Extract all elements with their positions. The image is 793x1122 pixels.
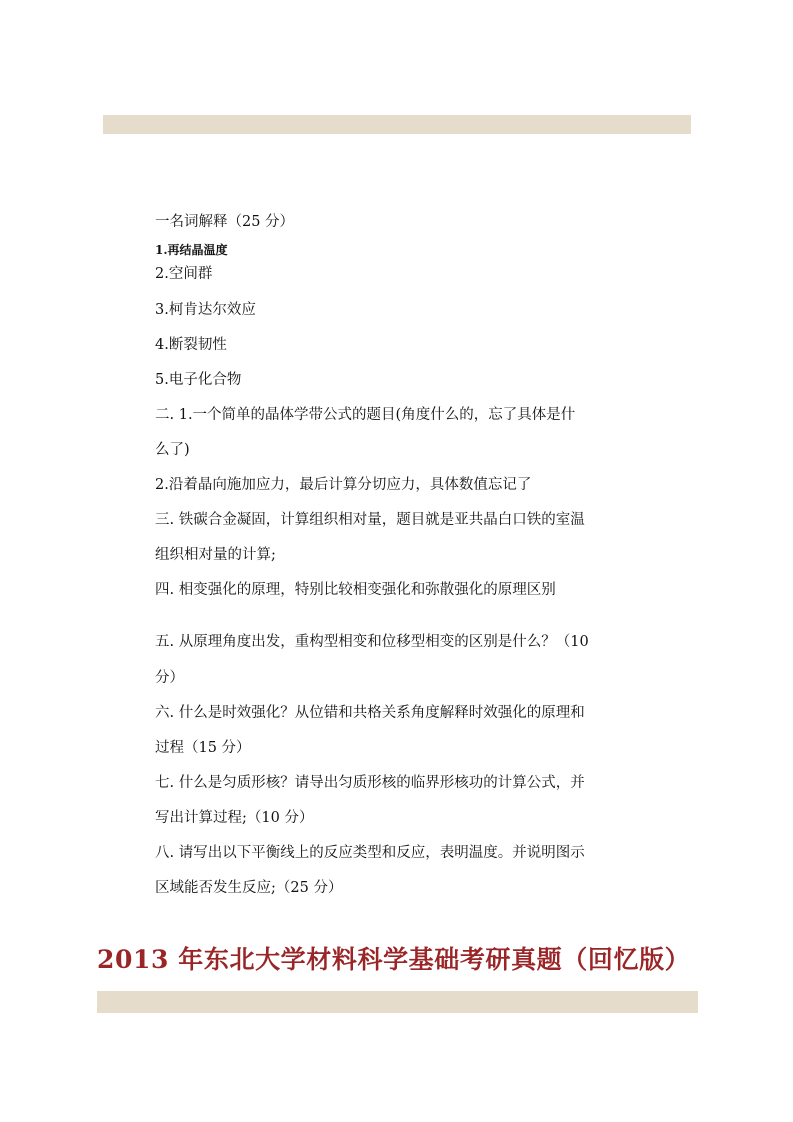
- question-5-line-2: 分）: [155, 670, 184, 686]
- question-6-line-2: 过程（15 分）: [155, 740, 251, 756]
- question-7-line-2: 写出计算过程;（10 分）: [155, 810, 314, 826]
- term-4: 4.断裂韧性: [155, 337, 227, 353]
- question-2-line-2: 么了): [155, 442, 190, 458]
- question-2-line-1: 二. 1.一个简单的晶体学带公式的题目(角度什么的，忘了具体是什: [155, 407, 576, 423]
- term-5: 5.电子化合物: [155, 372, 242, 388]
- term-3: 3.柯肯达尔效应: [155, 302, 256, 318]
- question-2-part-2: 2.沿着晶向施加应力，最后计算分切应力，具体数值忘记了: [155, 477, 532, 493]
- question-5-line-1: 五. 从原理角度出发，重构型相变和位移型相变的区别是什么？（10: [155, 634, 589, 650]
- question-4: 四. 相变强化的原理，特别比较相变强化和弥散强化的原理区别: [155, 582, 556, 598]
- question-3-line-1: 三. 铁碳合金凝固，计算组织相对量，题目就是亚共晶白口铁的室温: [155, 512, 585, 528]
- question-3-line-2: 组织相对量的计算;: [155, 547, 276, 563]
- top-decorative-band: [103, 115, 691, 134]
- section-1-heading: 一名词解释（25 分）: [155, 214, 295, 230]
- term-1: 1.再结晶温度: [155, 243, 228, 257]
- term-2: 2.空间群: [155, 266, 213, 282]
- question-8-line-1: 八. 请写出以下平衡线上的反应类型和反应，表明温度。并说明图示: [155, 845, 585, 861]
- document-title: 2013 年东北大学材料科学基础考研真题（回忆版）: [97, 945, 691, 974]
- question-7-line-1: 七. 什么是匀质形核？请导出匀质形核的临界形核功的计算公式，并: [155, 775, 585, 791]
- bottom-decorative-band: [97, 991, 698, 1013]
- question-6-line-1: 六. 什么是时效强化？从位错和共格关系角度解释时效强化的原理和: [155, 705, 585, 721]
- question-8-line-2: 区域能否发生反应;（25 分）: [155, 880, 343, 896]
